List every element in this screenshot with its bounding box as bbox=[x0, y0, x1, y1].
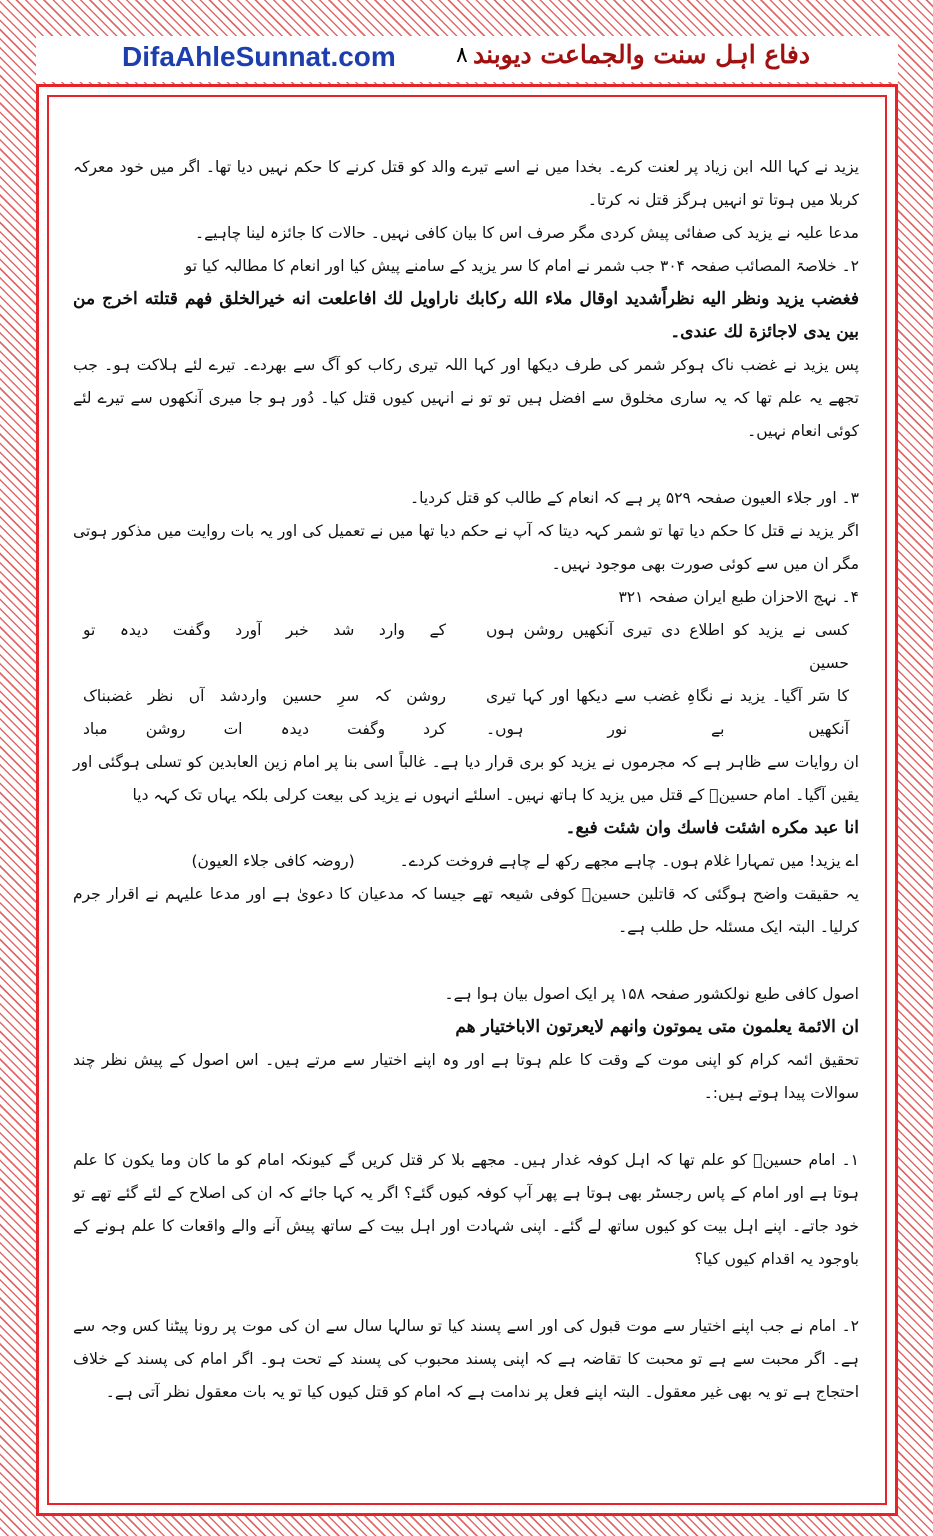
page-number: ۸ bbox=[456, 43, 468, 68]
paragraph-translation-1: پس یزید نے غضب ناک ہوکر شمر کی طرف دیکھا اور کہا اللہ تیری رکاب کو آگ سے بھردے۔ تیرے لئے ہلاکت ہو۔ جب تجھے یہ علم تھا کہ یہ ساری مخلوق سے افضل ہیں تو تو نے انہیں کیوں قتل کیا۔ دُور ہو جا میری آنکھوں سے تیرے لئے کوئی انعام نہیں۔ bbox=[73, 356, 859, 440]
question-1: ۱۔ امام حسینؓ کو علم تھا کہ اہل کوفہ غدار ہیں۔ مجھے بلا کر قتل کریں گے کیونکہ امام کو ما کان وما یکون کا علم ہوتا ہے اور امام کے پاس رجسٹر بھی ہوتا ہے پھر آپ کوفہ کیوں گئے؟ اگر یہ کہا جائے کہ ان کی اصلاح کے لئے گئے تھے تو خود جاتے۔ اپنے اہل بیت کو کیوں ساتھ لے گئے۔ اپنی شہادت اور اہل بیت کے ساتھ پیش آنے والے واقعات کا علم ہونے کے باوجود یہ اقدام کیوں کیا؟ bbox=[73, 1151, 859, 1268]
page-frame bbox=[36, 84, 898, 1516]
paragraph-source-2: ۲۔ خلاصۃ المصائب صفحہ ۳۰۴ جب شمر نے امام کا سر یزید کے سامنے پیش کیا اور انعام کا مطالبہ کیا تو bbox=[184, 257, 859, 275]
paragraph-defense-note: مدعا علیہ نے یزید کی صفائی پیش کردی مگر صرف اس کا بیان کافی نہیں۔ حالات کا جائزہ لینا چاہیے۔ bbox=[195, 224, 859, 242]
page-header bbox=[36, 36, 898, 82]
paragraph-source-4: ۴۔ نہج الاحزان طبع ایران صفحہ ۳۲۱ bbox=[618, 588, 859, 606]
paragraph-fact: یہ حقیقت واضح ہوگئی کہ قاتلین حسینؓ کوفی شیعہ تھے جیسا کہ مدعیان کا دعویٰ ہے اور مدعا علیہم نے اقرار جرم کرلیا۔ البتہ ایک مسئلہ حل طلب ہے۔ bbox=[73, 885, 859, 936]
paragraph-translation-2 bbox=[73, 845, 859, 878]
paragraph-argument: اگر یزید نے قتل کا حکم دیا تھا تو شمر کہہ دیتا کہ آپ نے حکم دیا تھا میں نے تعمیل کی اور یہ بات روایت میں مذکور ہوتی مگر ان میں سے کوئی صورت بھی موجود نہیں۔ bbox=[73, 522, 859, 573]
verse-line: آنکھیں بے نور ہوں۔ bbox=[486, 720, 849, 738]
verse-line: کسی نے یزید کو اطلاع دی تیری آنکھیں روشن ہوں حسین bbox=[486, 621, 849, 672]
page-body bbox=[73, 151, 859, 1409]
paragraph-conclusion: ان روایات سے ظاہر ہے کہ مجرموں نے یزید کو بری قرار دیا ہے۔ غالباً اسی بنا پر امام زین العابدین کو تسلی ہوگئی اور یقین آگیا۔ امام حسینؓ کے قتل میں یزید کا ہاتھ نہیں۔ اسلئے انہوں نے یزید کی بیعت کرلی بلکہ یہاں تک کہہ دیا bbox=[73, 753, 859, 804]
arabic-quote-1: فغضب يزيد ونظر اليه نظراًشديد اوقال ملاء الله ركابك ناراويل لك افاعلعت انه خيرالخلق فهم قتلته اخرج من بين يدى لاجائزة لك عندى۔ bbox=[73, 289, 859, 342]
paragraph-source-3: ۳۔ اور جلاء العیون صفحہ ۵۲۹ پر ہے کہ انعام کے طالب کو قتل کردیا۔ bbox=[410, 489, 859, 507]
arabic-quote-3: ان الائمة يعلمون متى يموتون وانهم لايعرتون الاباختيار هم bbox=[455, 1017, 859, 1037]
site-url[interactable]: DifaAhleSunnat.com bbox=[122, 41, 396, 72]
question-2: ۲۔ امام نے جب اپنے اختیار سے موت قبول کی اور اسے پسند کیا تو سالہا سال سے ان کی موت پر رونا پیٹنا کس وجہ سے ہے۔ اگر محبت سے ہے تو محبت کا تقاضہ ہے کہ اپنی پسند محبوب کی پسند کے تحت ہو۔ اگر امام کی پسند کے خلاف احتجاج ہے تو یہ بھی غیر معقول۔ البتہ اپنے فعل پر ندامت ہے کہ امام کو قتل کیوں کیا تو یہ بات معقول نظر آتی ہے۔ bbox=[73, 1317, 859, 1401]
verse-line: کے وارد شد خبر آورد وگفت دیدہ تو bbox=[83, 621, 446, 639]
paragraph-yazid-statement: یزید نے کہا اللہ ابن زیاد پر لعنت کرے۔ بخدا میں نے اسے تیرے والد کو قتل کرنے کا حکم نہیں دیا تھا۔ اگر میں خود معرکہ کربلا میں ہوتا تو انہیں ہرگز قتل نہ کرتا۔ bbox=[73, 158, 859, 209]
verse-line: کا سَر آگیا۔ یزید نے نگاہِ غضب سے دیکھا اور کہا تیری bbox=[486, 687, 849, 705]
verse-line: کرد وگفت دیدہ ات روشن مباد bbox=[83, 720, 446, 738]
book-title: دفاع اہل سنت والجماعت دیوبند bbox=[473, 40, 810, 69]
paragraph-usool-kafi: اصول کافی طبع نولکشور صفحہ ۱۵۸ پر ایک اصول بیان ہوا ہے۔ bbox=[444, 985, 859, 1003]
persian-verse-block bbox=[73, 614, 859, 746]
arabic-quote-2: انا عبد مكره اشئت فاسك وان شئت فبع۔ bbox=[565, 818, 859, 838]
paragraph-principle: تحقیق ائمہ کرام کو اپنی موت کے وقت کا علم ہوتا ہے اور وہ اپنے اختیار سے مرتے ہیں۔ اس اصول کے پیش نظر چند سوالات پیدا ہوتے ہیں:۔ bbox=[73, 1051, 859, 1102]
verse-line: روشن کہ سرِ حسین واردشد آں نظر غضبناک bbox=[83, 687, 446, 705]
reference-citation: (روضہ کافی جلاء العیون) bbox=[191, 852, 355, 870]
translation-text: اے یزید! میں تمہارا غلام ہوں۔ چاہے مجھے رکھ لے چاہے فروخت کردے۔ bbox=[399, 852, 859, 870]
